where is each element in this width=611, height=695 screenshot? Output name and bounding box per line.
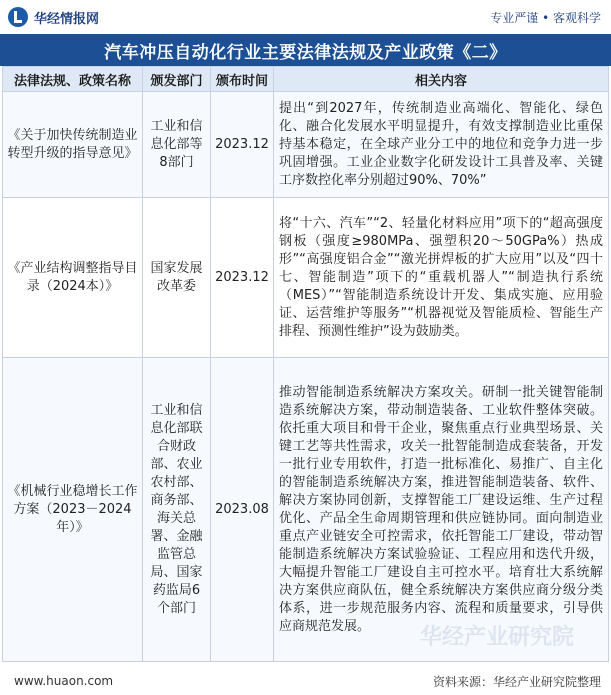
policy-name: 《产业结构调整指导目录（2024本）》 [3,198,143,358]
huajing-logo-icon [8,7,28,27]
data-source: 资料来源：华经产业研究院整理 [432,674,601,689]
issue-date: 2023.12 [211,92,274,198]
column-header-date: 颁布时间 [211,67,274,92]
table-row [3,198,609,358]
issuing-department: 工业和信息化部联合财政部、农业农村部、商务部、海关总署、金融监管总局、国家药监局6个部门 [143,358,211,662]
policy-content: 将“十六、汽车”“2、轻量化材料应用”项下的“超高强度钢板（强度≥980MPa、强塑积20～50GPa%）热成形”“高强度铝合金”“激光拼焊板的扩大应用”以及“四十七、智能制造”项下的“重载机器人”“制造执行系统（MES）”“智能制造系统设计开发、集成实施、应用验证、运营维护等服务”“机器视觉及智能质检、智能生产排程、预测性维护”设为鼓励类。 [274,198,609,358]
issuing-department: 国家发展改革委 [143,198,211,358]
policy-name: 《机械行业稳增长工作方案（2023－2024年）》 [3,358,143,662]
policy-content: 提出“到2027年，传统制造业高端化、智能化、绿色化、融合化发展水平明显提升，有效支撑制造业比重保持基本稳定，在全球产业分工中的地位和竞争力进一步巩固增强。工业企业数字化研发设计工具普及率、关键工序数控化率分别超过90%、70%” [274,92,609,198]
top-bar [0,0,611,34]
brand-name: 华经情报网 [34,11,100,27]
issue-date: 2023.08 [211,358,274,662]
column-header-content: 相关内容 [274,67,609,92]
table-row [3,358,609,662]
footer [0,667,611,695]
issuing-department: 工业和信息化部等8部门 [143,92,211,198]
website-url: www.huaon.com [14,674,114,688]
table-row [3,92,609,198]
slogan: 专业严谨 • 客观科学 [490,10,601,25]
page-title: 汽车冲压自动化行业主要法律法规及产业政策《二》 [0,34,611,66]
brand [8,7,99,27]
column-header-name: 法律法规、政策名称 [3,67,143,92]
policy-table [2,66,609,662]
issue-date: 2023.12 [211,198,274,358]
column-header-dept: 颁发部门 [143,67,211,92]
table-header-row [3,67,609,92]
policy-content: 推动智能制造系统解决方案攻关。研制一批关键智能制造系统解决方案，带动制造装备、工业软件整体突破。依托重大项目和骨干企业，聚焦重点行业典型场景、关键工艺等共性需求，攻关一批智能制造成套装备，开发一批行业专用软件，打造一批标准化、易推广、自主化的智能制造系统解决方案，推进智能制造装备、软件、解决方案协同创新，支撑智能工厂建设运维、生产过程优化、产品全生命周期管理和供应链协同。面向制造业重点产业链安全可控需求，依托智能工厂建设，带动智能制造系统解决方案试验验证、工程应用和迭代升级，大幅提升智能工厂建设自主可控水平。培育壮大系统解决方案供应商队伍，健全系统解决方案供应商分级分类体系，进一步规范服务内容、流程和质量要求，引导供应商规范发展。 [274,358,609,662]
policy-name: 《关于加快传统制造业转型升级的指导意见》 [3,92,143,198]
